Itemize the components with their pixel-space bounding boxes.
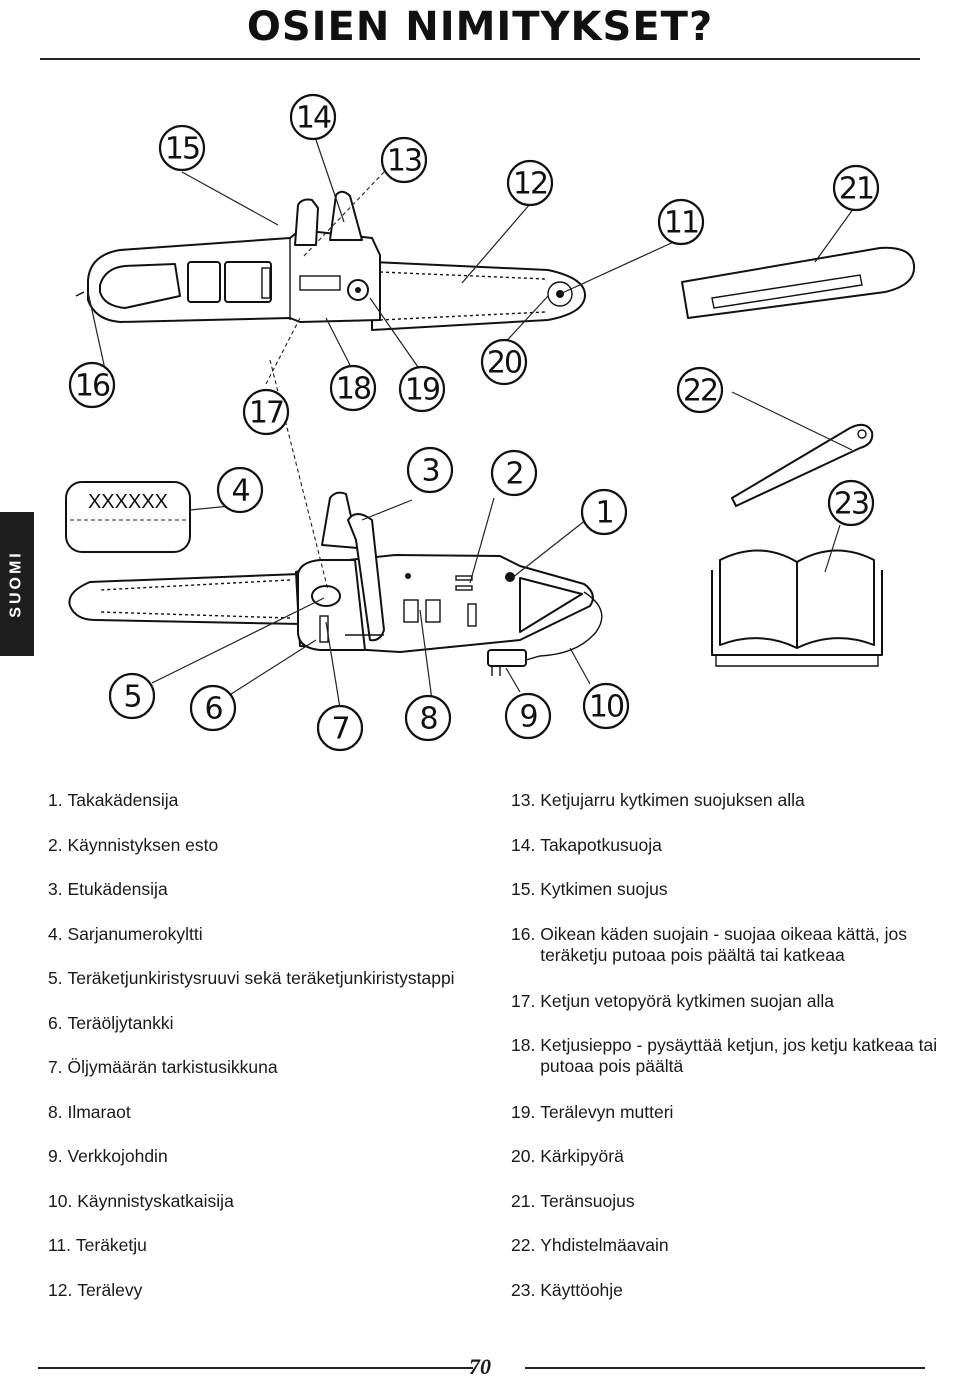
part-name: Oikean käden suojain - suojaa oikeaa kättä, jos teräketju putoaa pois päältä tai katkeaa xyxy=(540,924,912,965)
part-number: 9. xyxy=(48,1146,68,1166)
parts-list-item xyxy=(511,790,941,811)
parts-list-item xyxy=(48,790,488,811)
callout-number: 19 xyxy=(404,372,440,408)
parts-list-item xyxy=(511,1146,941,1167)
part-number: 8. xyxy=(48,1102,68,1122)
parts-list-item xyxy=(48,1102,488,1123)
callout-number: 3 xyxy=(421,453,439,489)
part-name: Takapotkusuoja xyxy=(540,835,662,855)
parts-list-item xyxy=(48,879,488,900)
parts-list-item xyxy=(48,1280,488,1301)
part-name: Käyttöohje xyxy=(540,1280,623,1300)
callout-12 xyxy=(508,161,552,205)
part-name: Teräöljytankki xyxy=(67,1013,174,1033)
parts-list-item xyxy=(511,1280,941,1301)
part-name: Etukädensija xyxy=(67,879,168,899)
callout-20 xyxy=(482,340,526,384)
part-number: 22. xyxy=(511,1235,541,1255)
callout-18 xyxy=(331,366,375,410)
callout-number: 9 xyxy=(519,699,537,735)
part-number: 13. xyxy=(511,790,541,810)
part-number: 23. xyxy=(511,1280,541,1300)
callout-9 xyxy=(506,694,550,738)
callout-number: 16 xyxy=(74,368,110,404)
callout-22 xyxy=(678,368,722,412)
callout-11 xyxy=(659,200,703,244)
callout-5 xyxy=(110,674,154,718)
callout-number: 20 xyxy=(486,345,522,381)
parts-list-item xyxy=(511,1191,941,1212)
parts-list-item xyxy=(48,1057,488,1078)
callout-number: 22 xyxy=(682,373,718,409)
parts-list-item xyxy=(511,835,941,856)
serial-plate-text: XXXXXX xyxy=(87,491,169,513)
callout-number: 14 xyxy=(295,100,331,136)
part-name: Teräketjunkiristysruuvi sekä teräketjunkiristystappi xyxy=(67,968,455,988)
part-number: 2. xyxy=(48,835,68,855)
part-number: 19. xyxy=(511,1102,541,1122)
part-number: 15. xyxy=(511,879,541,899)
parts-list-item xyxy=(48,1013,488,1034)
callout-16 xyxy=(70,363,114,407)
part-number: 21. xyxy=(511,1191,541,1211)
part-name: Terälevy xyxy=(77,1280,143,1300)
part-number: 18. xyxy=(511,1035,541,1055)
callout-17 xyxy=(244,390,288,434)
part-number: 3. xyxy=(48,879,68,899)
part-number: 16. xyxy=(511,924,541,944)
callout-19 xyxy=(400,367,444,411)
callout-4 xyxy=(218,468,262,512)
part-number: 12. xyxy=(48,1280,78,1300)
part-name: Teränsuojus xyxy=(540,1191,635,1211)
parts-list-item xyxy=(511,1102,941,1123)
callout-number: 2 xyxy=(505,456,523,492)
part-name: Takakädensija xyxy=(67,790,179,810)
callout-number: 8 xyxy=(419,701,437,737)
part-name: Kytkimen suojus xyxy=(540,879,668,899)
part-name: Käynnistyskatkaisija xyxy=(77,1191,234,1211)
part-number: 7. xyxy=(48,1057,68,1077)
callout-2 xyxy=(492,451,536,495)
callout-15 xyxy=(160,126,204,170)
manual-book-drawing xyxy=(712,550,882,666)
callout-number: 11 xyxy=(663,205,699,241)
serial-plate-drawing xyxy=(66,482,190,552)
callout-3 xyxy=(408,448,452,492)
part-name: Yhdistelmäavain xyxy=(540,1235,669,1255)
part-name: Sarjanumerokyltti xyxy=(67,924,203,944)
part-name: Ketjujarru kytkimen suojuksen alla xyxy=(540,790,805,810)
part-number: 1. xyxy=(48,790,68,810)
parts-list-item xyxy=(511,1235,941,1256)
part-number: 11. xyxy=(48,1235,76,1255)
parts-list-item xyxy=(511,879,941,900)
part-number: 14. xyxy=(511,835,541,855)
part-name: Ketjusieppo - pysäyttää ketjun, jos ketju katkeaa tai putoaa pois päältä xyxy=(540,1035,942,1076)
part-name: Terälevyn mutteri xyxy=(540,1102,674,1122)
callout-number: 7 xyxy=(331,711,349,747)
callout-number: 6 xyxy=(204,691,222,727)
callout-number: 17 xyxy=(248,395,284,431)
callout-6 xyxy=(191,686,235,730)
part-number: 20. xyxy=(511,1146,541,1166)
callout-14 xyxy=(291,95,335,139)
page-title: OSIEN NIMITYKSET? xyxy=(246,4,714,50)
part-number: 6. xyxy=(48,1013,68,1033)
parts-list-item xyxy=(48,1235,488,1256)
parts-list-item xyxy=(48,835,488,856)
language-tab-label: SUOMI xyxy=(8,550,26,618)
callout-10 xyxy=(584,684,628,728)
callout-number: 18 xyxy=(335,371,371,407)
part-number: 17. xyxy=(511,991,541,1011)
parts-list-item xyxy=(511,1035,941,1077)
callout-13 xyxy=(382,138,426,182)
part-name: Verkkojohdin xyxy=(67,1146,168,1166)
part-name: Teräketju xyxy=(75,1235,147,1255)
callout-number: 4 xyxy=(231,473,249,509)
part-name: Käynnistyksen esto xyxy=(67,835,219,855)
part-number: 5. xyxy=(48,968,68,988)
parts-list-item xyxy=(511,924,941,966)
part-name: Ilmaraot xyxy=(67,1102,131,1122)
callout-number: 15 xyxy=(164,131,200,167)
part-name: Ketjun vetopyörä kytkimen suojan alla xyxy=(540,991,834,1011)
callout-7 xyxy=(318,706,362,750)
parts-list-item xyxy=(48,1191,488,1212)
chainsaw-parts-diagram xyxy=(0,60,960,760)
parts-list-item xyxy=(48,1146,488,1167)
chainsaw-upper-drawing xyxy=(76,192,585,330)
page-number: 70 xyxy=(469,1354,491,1379)
callout-1 xyxy=(582,490,626,534)
callout-number: 5 xyxy=(123,679,141,715)
part-number: 10. xyxy=(48,1191,78,1211)
callout-number: 12 xyxy=(512,166,548,202)
part-number: 4. xyxy=(48,924,68,944)
part-name: Kärkipyörä xyxy=(540,1146,624,1166)
callout-number: 23 xyxy=(833,486,869,522)
part-name: Öljymäärän tarkistusikkuna xyxy=(67,1057,278,1077)
parts-list-item xyxy=(48,968,488,989)
callout-number: 10 xyxy=(588,689,624,725)
callout-number: 13 xyxy=(386,143,422,179)
parts-list-item xyxy=(48,924,488,945)
callout-8 xyxy=(406,696,450,740)
callout-number: 21 xyxy=(838,171,874,207)
blade-guard-drawing xyxy=(682,248,914,318)
parts-list-item xyxy=(511,991,941,1012)
callout-21 xyxy=(834,166,878,210)
callout-number: 1 xyxy=(595,495,613,531)
callout-23 xyxy=(829,481,873,525)
